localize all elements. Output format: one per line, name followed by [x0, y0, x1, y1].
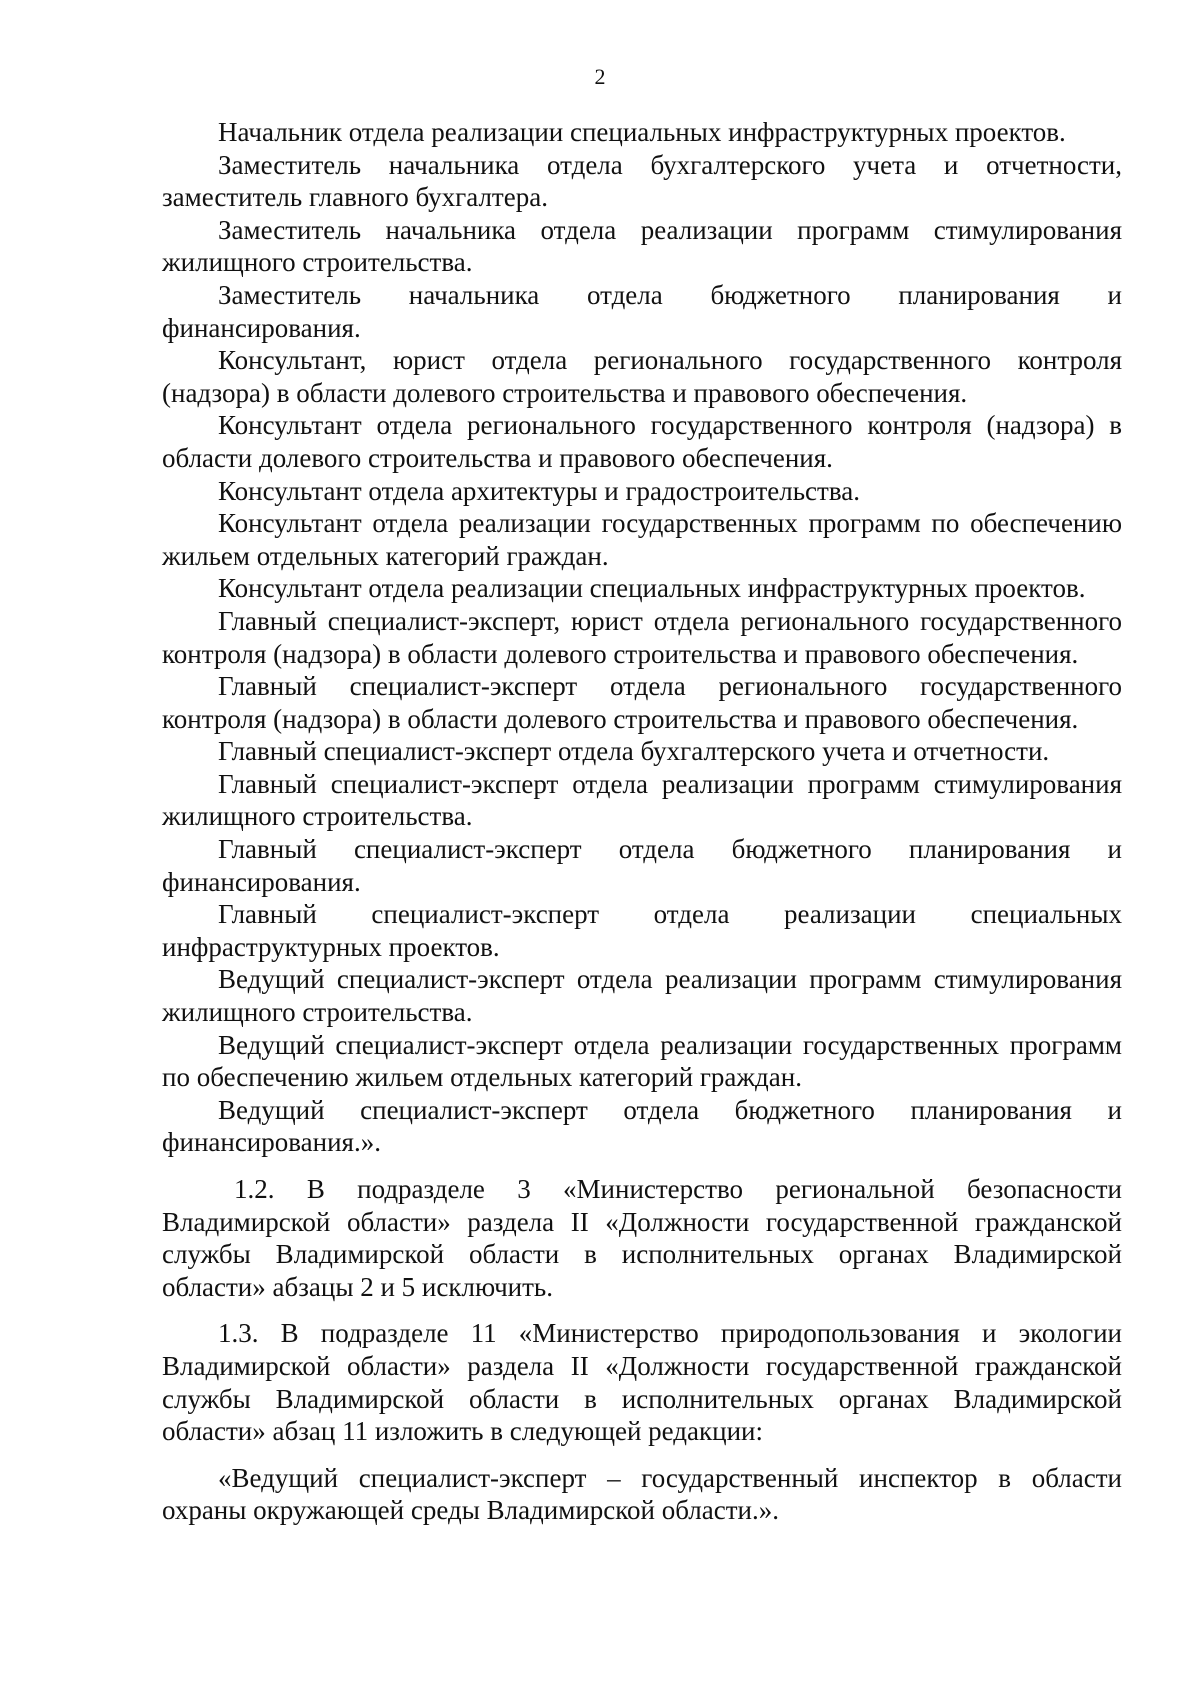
paragraph: Главный специалист-эксперт отдела реализации программ стимулирования жилищного строительства.	[162, 768, 1122, 832]
paragraph: Консультант, юрист отдела регионального государственного контроля (надзора) в области долевого строительства и правового обеспечения.	[162, 345, 1122, 408]
paragraph: Главный специалист-эксперт, юрист отдела регионального государственного контроля (надзора) в области долевого строительства и правового обеспечения.	[162, 605, 1122, 669]
paragraph: Консультант отдела реализации специальных инфраструктурных проектов.	[218, 573, 1086, 604]
document-body	[162, 116, 1122, 1527]
paragraph: Консультант отдела регионального государственного контроля (надзора) в области долевого строительства и правового обеспечения.	[162, 410, 1122, 473]
paragraph: Консультант отдела реализации государственных программ по обеспечению жильем отдельных категорий граждан.	[162, 508, 1122, 571]
paragraph: Ведущий специалист-эксперт отдела реализации программ стимулирования жилищного строительства.	[162, 964, 1122, 1028]
paragraph: Главный специалист-эксперт отдела бухгалтерского учета и отчетности.	[218, 736, 1050, 767]
clause-1-2: 1.2. В подразделе 3 «Министерство региональной безопасности Владимирской области» раздела II «Должности государственной гражданской службы Владимирской области в исполнительных органах Владимирской области» абзацы 2 и 5 исключить.	[162, 1174, 1122, 1302]
paragraph: Главный специалист-эксперт отдела бюджетного планирования и финансирования.	[162, 834, 1122, 897]
page-number: 2	[594, 64, 606, 89]
paragraph: Главный специалист-эксперт отдела регионального государственного контроля (надзора) в области долевого строительства и правового обеспечения.	[162, 671, 1122, 734]
paragraph: Ведущий специалист-эксперт отдела бюджетного планирования и финансирования.».	[162, 1094, 1122, 1158]
clause-1-3: 1.3. В подразделе 11 «Министерство природопользования и экологии Владимирской области» раздела II «Должности государственной гражданской службы Владимирской области в исполнительных органах Владимирской области» абзац 11 изложить в следующей редакции:	[162, 1318, 1122, 1447]
paragraph: Заместитель начальника отдела бюджетного планирования и финансирования.	[162, 279, 1122, 343]
paragraph: Ведущий специалист-эксперт отдела реализации государственных программ по обеспечению жильем отдельных категорий граждан.	[162, 1029, 1122, 1093]
paragraph: Начальник отдела реализации специальных инфраструктурных проектов.	[218, 117, 1066, 147]
quoted-new-wording: «Ведущий специалист-эксперт – государственный инспектор в области охраны окружающей среды Владимирской области.».	[162, 1462, 1122, 1526]
paragraph: Главный специалист-эксперт отдела реализации специальных инфраструктурных проектов.	[162, 899, 1122, 962]
paragraph: Заместитель начальника отдела бухгалтерского учета и отчетности, заместитель главного бухгалтера.	[162, 149, 1122, 213]
paragraph: Заместитель начальника отдела реализации программ стимулирования жилищного строительства.	[162, 214, 1122, 278]
paragraph: Консультант отдела архитектуры и градостроительства.	[218, 475, 860, 506]
